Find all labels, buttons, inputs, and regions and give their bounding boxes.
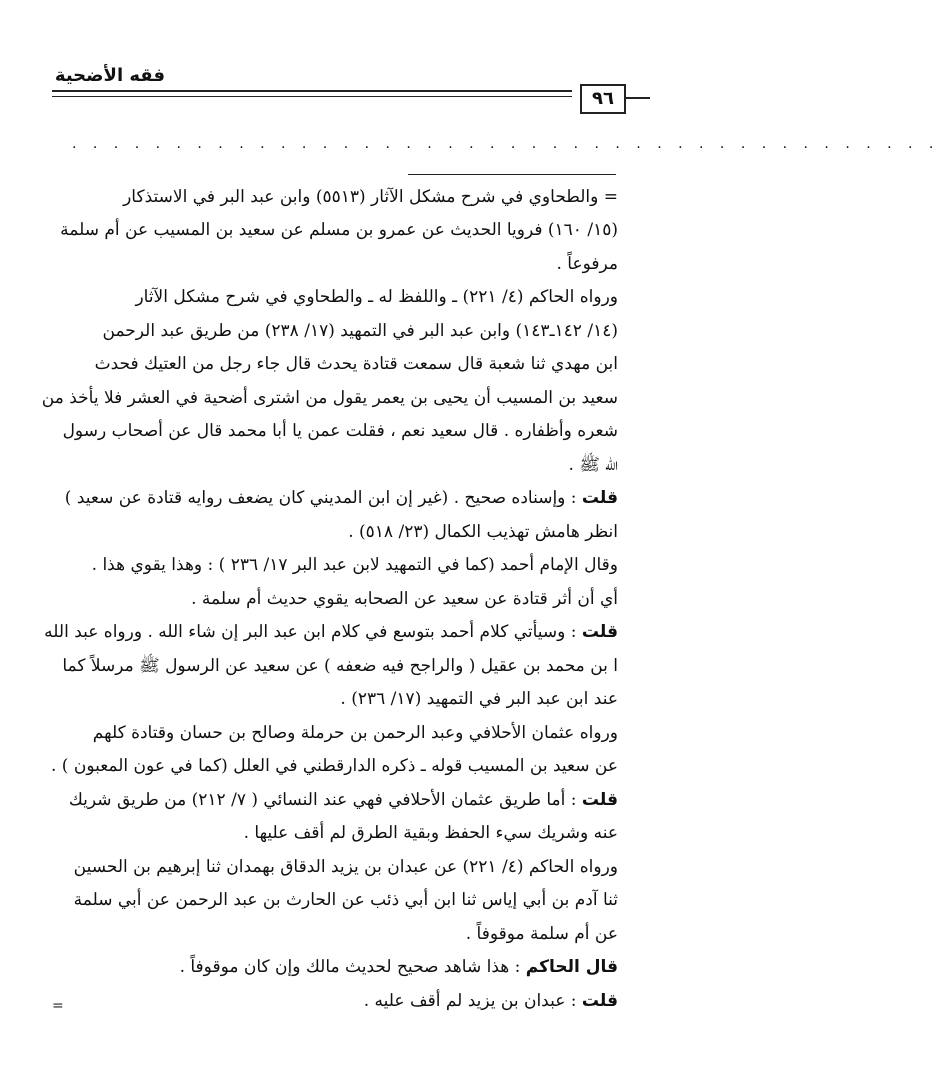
text-line [52, 917, 618, 951]
line-text: : وسيأتي كلام أحمد بتوسع في كلام ابن عبد البر إن شاء الله . ورواه عبد الله [44, 622, 582, 642]
text-line [52, 951, 618, 984]
line-text: = والطحاوي في شرح مشكل الآثار (٥٥١٣) وابن عبد البر في الاستذكار [123, 187, 618, 207]
text-line [52, 448, 618, 482]
text-line [52, 549, 618, 582]
line-text: ا بن محمد بن عقيل ( والراجح فيه ضعفه ) عن سعيد عن الرسول ﷺ مرسلاً كما [62, 656, 618, 676]
line-text: : عبدان بن يزيد لم أقف عليه . [363, 991, 582, 1011]
book-title: فقه الأضحية [54, 65, 166, 86]
margin-equals-mark: = [52, 998, 64, 1014]
line-text: ورواه الحاكم (٤/ ٢٢١) عن عبدان بن يزيد الدقاق بهمدان ثنا إبرهيم بن الحسين [73, 857, 618, 877]
text-line [52, 783, 618, 817]
text-line [52, 850, 618, 884]
line-label: قال الحاكم [525, 957, 618, 977]
text-line [52, 649, 618, 683]
line-label: قلت [581, 488, 618, 508]
text-line [52, 884, 618, 917]
text-line [44, 616, 618, 649]
line-text: انظر هامش تهذيب الكمال (٢٣/ ٥١٨) . [348, 522, 618, 542]
line-label: قلت [581, 790, 618, 810]
text-line [52, 750, 618, 783]
line-text: سعيد بن المسيب أن يحيى بن يعمر يقول من اشترى أضحية في العشر فلا يأخذ من [41, 388, 618, 408]
text-line [52, 482, 618, 515]
line-text: : هذا شاهد صحيح لحديث مالك وإن كان موقوفاً . [179, 957, 526, 977]
text-line [52, 683, 618, 716]
text-line [52, 180, 618, 214]
line-text: ورواه الحاكم (٤/ ٢٢١) ـ واللفظ له ـ والطحاوي في شرح مشكل الآثار [135, 287, 618, 307]
footnote-text [41, 180, 618, 1018]
line-text: (١٥/ ١٦٠) فرويا الحديث عن عمرو بن مسلم عن سعيد بن المسيب عن أم سلمة [60, 220, 618, 240]
dotted-separator: . . . . . . . . . . . . . . . . . . . . . . . . . . . . . . . . . . . . . . . . . . [72, 136, 939, 152]
header-rule [52, 90, 572, 97]
line-text: ورواه عثمان الأحلافي وعبد الرحمن بن حرملة وصالح بن حسان وقتادة كلهم [92, 723, 618, 743]
line-text: : وإسناده صحيح . (غير إن ابن المديني كان يضعف روايه قتادة عن سعيد ) [64, 488, 582, 508]
text-line [52, 247, 618, 281]
line-label: قلت [581, 622, 618, 642]
text-line [52, 415, 618, 448]
text-line [52, 314, 618, 348]
text-line [52, 281, 618, 314]
text-line [52, 348, 618, 381]
text-line [52, 716, 618, 750]
header-tick [626, 97, 650, 99]
line-text: (١٤/ ١٤٢ـ١٤٣) وابن عبد البر في التمهيد (١٧/ ٢٣٨) من طريق عبد الرحمن [102, 321, 618, 341]
line-text: وقال الإمام أحمد (كما في التمهيد لابن عبد البر ١٧/ ٢٣٦ ) : وهذا يقوي هذا . [91, 555, 618, 575]
line-text: عن أم سلمة موقوفاً . [465, 924, 618, 944]
line-text: : أما طريق عثمان الأحلافي فهي عند النسائي ( ٧/ ٢١٢) من طريق شريك [68, 790, 582, 810]
line-text: ثنا آدم بن أبي إياس ثنا ابن أبي ذئب عن الحارث بن عبد الرحمن عن أبي سلمة [73, 890, 618, 910]
line-text: شعره وأظفاره . قال سعيد نعم ، فقلت عمن يا أبا محمد قال عن أصحاب رسول [62, 421, 618, 441]
line-text: عنه وشريك سيء الحفظ وبقية الطرق لم أقف عليها . [243, 823, 618, 843]
text-line [52, 214, 618, 247]
text-line [52, 515, 618, 549]
text-line [41, 381, 618, 415]
text-line [52, 817, 618, 850]
text-line [52, 984, 618, 1018]
line-text: الله ﷺ . [568, 455, 618, 475]
line-label: قلت [581, 991, 618, 1011]
footnote-rule [408, 174, 616, 175]
line-text: عند ابن عبد البر في التمهيد (١٧/ ٢٣٦) . [340, 689, 618, 709]
line-text: أي أن أثر قتادة عن سعيد عن الصحابه يقوي حديث أم سلمة . [191, 589, 618, 609]
line-text: ابن مهدي ثنا شعبة قال سمعت قتادة يحدث قال جاء رجل من العتيك فحدث [94, 354, 618, 374]
line-text: مرفوعاً . [556, 254, 618, 274]
page-number: ٩٦ [580, 84, 626, 114]
text-line [52, 582, 618, 616]
line-text: عن سعيد بن المسيب قوله ـ ذكره الدارقطني في العلل (كما في عون المعبون ) . [50, 756, 618, 776]
